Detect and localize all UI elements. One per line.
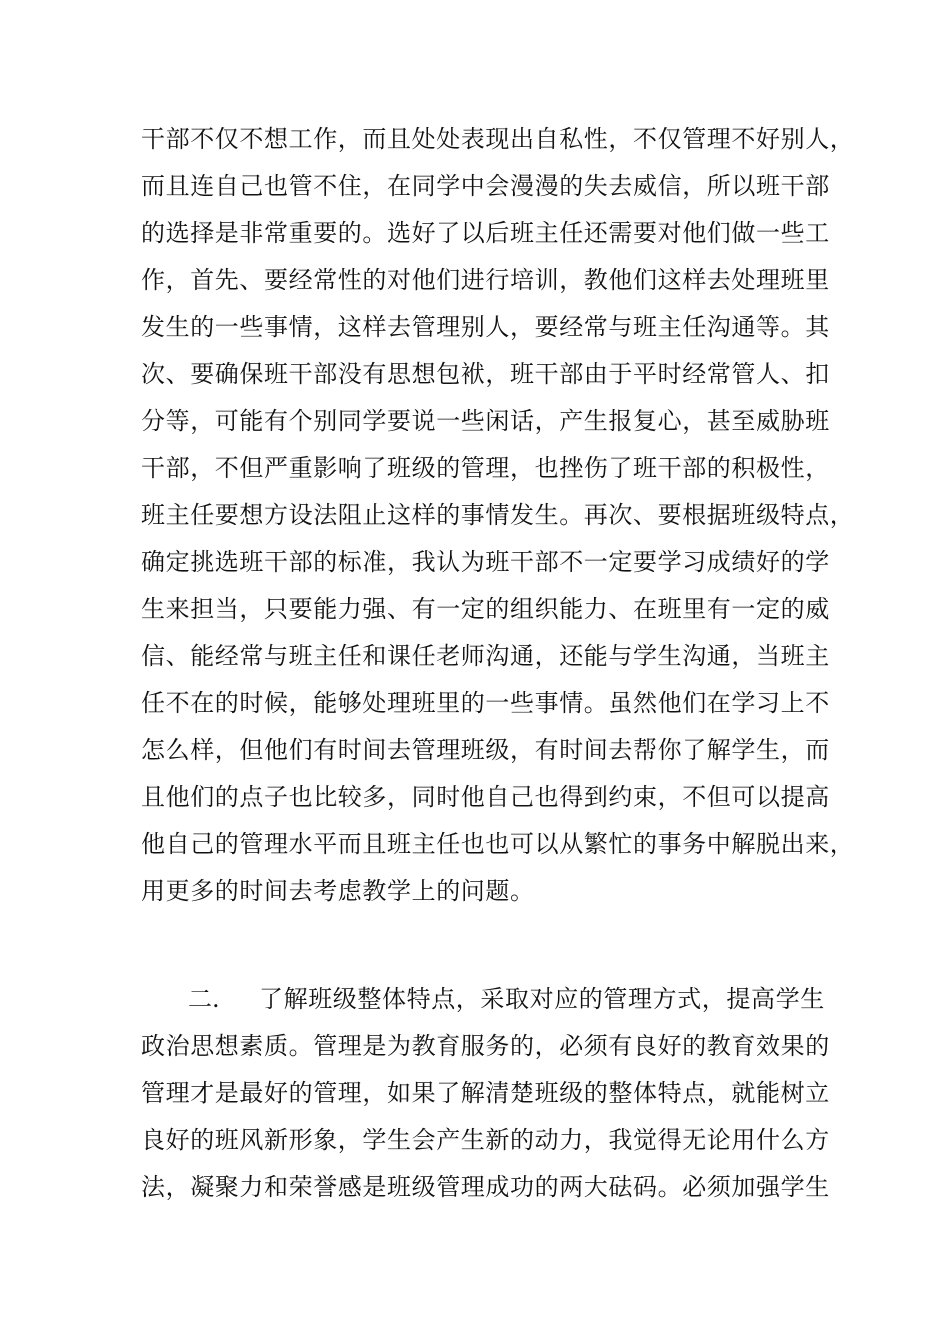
section-heading-line: 了解班级整体特点，采取对应的管理方式，提高学生 (259, 985, 825, 1013)
text-line: 而且连自己也管不住，在同学中会漫漫的失去威信，所以班干部 (141, 172, 830, 200)
text-line: 良好的班风新形象，学生会产生新的动力，我觉得无论用什么方 (141, 1126, 830, 1154)
text-line: 确定挑选班干部的标准，我认为班干部不一定要学习成绩好的学 (141, 548, 830, 576)
text-line: 分等，可能有个别同学要说一些闲话，产生报复心，甚至威胁班 (141, 407, 830, 435)
text-line: 生来担当，只要能力强、有一定的组织能力、在班里有一定的威 (141, 595, 830, 623)
text-line: 用更多的时间去考虑教学上的问题。 (141, 877, 535, 905)
text-line: 干部，不但严重影响了班级的管理，也挫伤了班干部的积极性， (141, 454, 830, 482)
section-number: 二. (188, 985, 220, 1013)
text-line: 法，凝聚力和荣誉感是班级管理成功的两大砝码。必须加强学生 (141, 1173, 830, 1201)
text-line: 发生的一些事情，这样去管理别人，要经常与班主任沟通等。其 (141, 313, 830, 341)
text-line: 次、要确保班干部没有思想包袱，班干部由于平时经常管人、扣 (141, 360, 830, 388)
text-line: 他自己的管理水平而且班主任也也可以从繁忙的事务中解脱出来， (141, 830, 855, 858)
text-line: 干部不仅不想工作，而且处处表现出自私性，不仅管理不好别人， (141, 125, 855, 153)
text-line: 怎么样，但他们有时间去管理班级，有时间去帮你了解学生，而 (141, 736, 830, 764)
text-line: 管理才是最好的管理，如果了解清楚班级的整体特点，就能树立 (141, 1079, 830, 1107)
text-line: 任不在的时候，能够处理班里的一些事情。虽然他们在学习上不 (141, 689, 830, 717)
text-line: 信、能经常与班主任和课任老师沟通，还能与学生沟通，当班主 (141, 642, 830, 670)
text-line: 作，首先、要经常性的对他们进行培训，教他们这样去处理班里 (141, 266, 830, 294)
text-line: 班主任要想方设法阻止这样的事情发生。再次、要根据班级特点， (141, 501, 855, 529)
text-line: 且他们的点子也比较多，同时他自己也得到约束，不但可以提高 (141, 783, 830, 811)
text-line: 的选择是非常重要的。选好了以后班主任还需要对他们做一些工 (141, 219, 830, 247)
text-line: 政治思想素质。管理是为教育服务的，必须有良好的教育效果的 (141, 1032, 830, 1060)
